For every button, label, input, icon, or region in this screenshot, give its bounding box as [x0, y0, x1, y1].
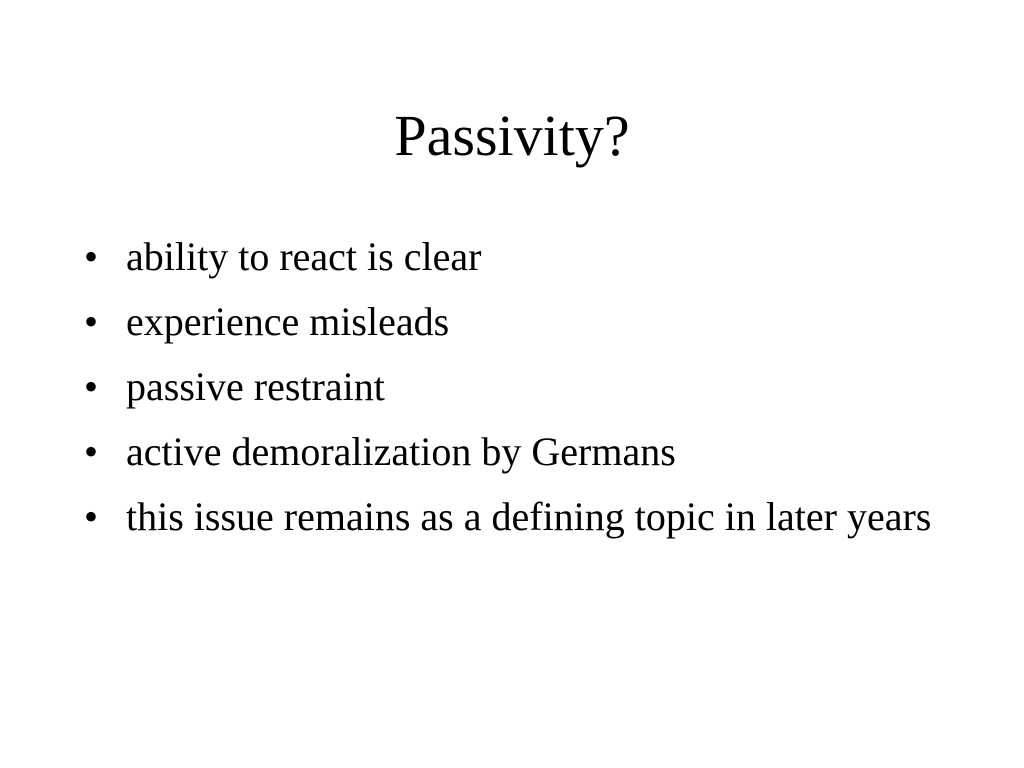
- bullet-text: this issue remains as a defining topic in later years: [126, 494, 932, 539]
- slide-title: Passivity?: [394, 103, 630, 168]
- bullet-item: [84, 427, 964, 477]
- bullet-icon: •: [84, 494, 99, 539]
- bullet-icon: •: [84, 299, 99, 344]
- bullet-item: [84, 297, 964, 347]
- bullet-text: active demoralization by Germans: [126, 429, 676, 474]
- bullet-text: experience misleads: [126, 299, 450, 344]
- bullet-item: [84, 362, 964, 412]
- bullet-list: [84, 232, 964, 557]
- bullet-icon: •: [84, 234, 99, 279]
- bullet-icon: •: [84, 429, 99, 474]
- bullet-icon: •: [84, 364, 99, 409]
- bullet-item: [84, 492, 964, 542]
- bullet-text: passive restraint: [126, 364, 385, 409]
- bullet-text: ability to react is clear: [126, 234, 482, 279]
- bullet-item: [84, 232, 964, 282]
